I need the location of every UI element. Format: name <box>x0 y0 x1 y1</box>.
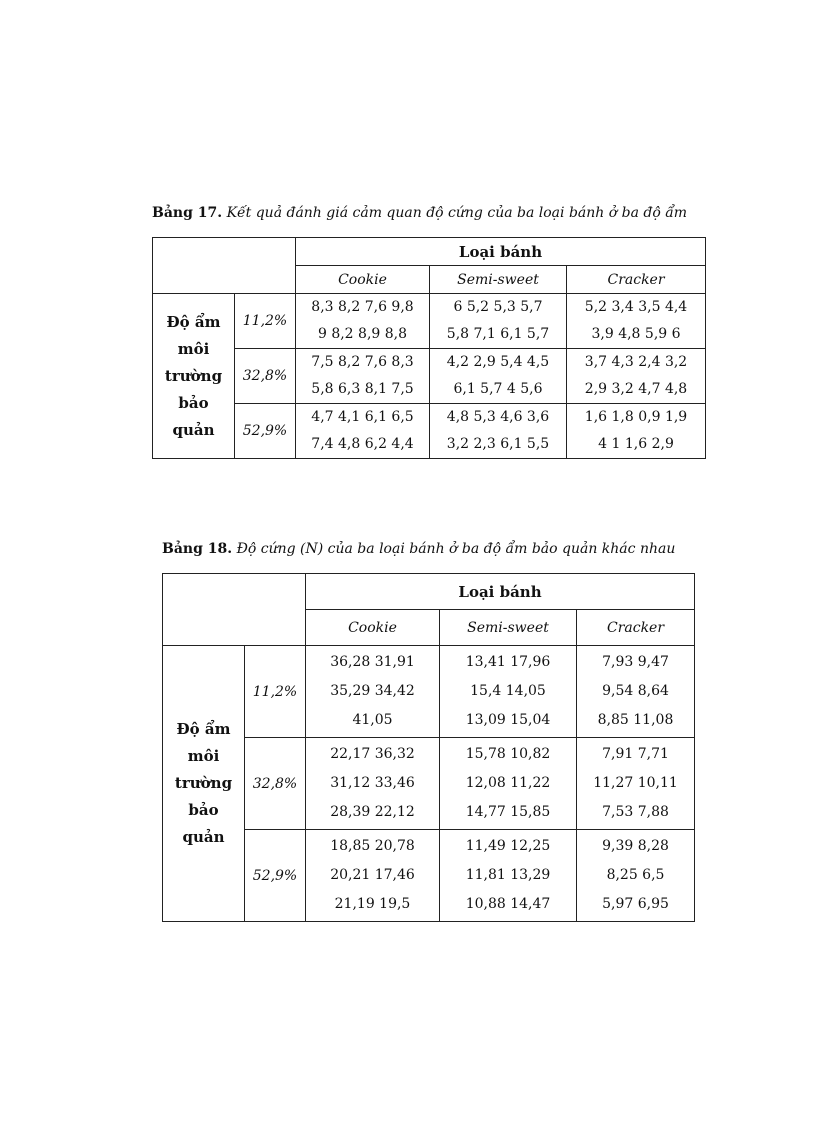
cell-line: 7,93 9,47 <box>602 654 669 670</box>
cell-line: 7,91 7,71 <box>602 746 669 762</box>
cell-line: 11,81 13,29 <box>465 867 551 883</box>
cell-line: 7,4 4,8 6,2 4,4 <box>311 436 414 452</box>
cell-line: 8,3 8,2 7,6 9,8 <box>311 299 414 315</box>
table17-col-semisweet: Semi-sweet <box>430 266 567 294</box>
cell-line: 28,39 22,12 <box>330 804 415 820</box>
table18-cell <box>440 830 577 922</box>
table18 <box>162 573 695 922</box>
table17-caption-label: Bảng 17. <box>152 205 223 221</box>
cell-line: 4,2 2,9 5,4 4,5 <box>446 354 550 370</box>
table17-caption-text: Kết quả đánh giá cảm quan độ cứng của ba loại bánh ở ba độ ẩm <box>226 205 688 221</box>
table18-cell <box>440 738 577 830</box>
table17-header: Loại bánh <box>296 238 706 266</box>
cell-line: 5,2 3,4 3,5 4,4 <box>584 299 688 315</box>
cell-line: 9 8,2 8,9 8,8 <box>317 326 408 342</box>
table18-cell <box>440 646 577 738</box>
table17-cell <box>296 349 430 404</box>
cell-line: 35,29 34,42 <box>330 683 415 699</box>
table17-col-cookie: Cookie <box>296 266 430 294</box>
table18-cell <box>577 738 695 830</box>
cell-line: 11,49 12,25 <box>465 838 551 854</box>
table18-col-semisweet: Semi-sweet <box>440 610 577 646</box>
table18-caption-text: Độ cứng (N) của ba loại bánh ở ba độ ẩm bảo quản khác nhau <box>236 541 676 557</box>
cell-line: 31,12 33,46 <box>330 775 415 791</box>
table18-row-header-line: môi <box>187 747 220 765</box>
table18-caption-label: Bảng 18. <box>162 541 233 557</box>
cell-line: 41,05 <box>352 712 393 728</box>
table17-cell <box>567 294 706 349</box>
cell-line: 5,97 6,95 <box>602 896 669 912</box>
table17-caption <box>152 205 687 221</box>
cell-line: 6 5,2 5,3 5,7 <box>453 299 543 315</box>
table18-row-header-line: Độ ẩm <box>176 720 231 738</box>
table17-row-header-line: quản <box>172 420 215 439</box>
table18-humidity: 11,2% <box>245 646 306 738</box>
table17-row-header-line: trường <box>164 366 223 385</box>
table18-humidity: 52,9% <box>245 830 306 922</box>
cell-line: 13,41 17,96 <box>465 654 551 670</box>
table18-row-header-line: trường <box>174 774 233 792</box>
cell-line: 8,25 6,5 <box>606 867 665 883</box>
cell-line: 3,2 2,3 6,1 5,5 <box>446 436 550 452</box>
cell-line: 12,08 11,22 <box>465 775 551 791</box>
table18-col-cookie: Cookie <box>306 610 440 646</box>
table17-cell <box>296 404 430 459</box>
table17-humidity: 32,8% <box>235 349 296 404</box>
cell-line: 22,17 36,32 <box>330 746 415 762</box>
cell-line: 36,28 31,91 <box>330 654 415 670</box>
table18-corner <box>163 574 306 646</box>
cell-line: 2,9 3,2 4,7 4,8 <box>584 381 688 397</box>
table17-humidity: 11,2% <box>235 294 296 349</box>
table18-row-header <box>163 646 245 922</box>
cell-line: 1,6 1,8 0,9 1,9 <box>584 409 688 425</box>
cell-line: 4 1 1,6 2,9 <box>598 436 674 452</box>
table17-corner <box>153 238 296 294</box>
table18-cell <box>577 830 695 922</box>
table18-col-cracker: Cracker <box>577 610 695 646</box>
table17-cell <box>430 294 567 349</box>
cell-line: 5,8 7,1 6,1 5,7 <box>446 326 550 342</box>
table18-row-header-line: bảo <box>188 801 219 819</box>
cell-line: 4,8 5,3 4,6 3,6 <box>446 409 550 425</box>
cell-line: 15,78 10,82 <box>465 746 551 762</box>
cell-line: 15,4 14,05 <box>470 683 546 699</box>
cell-line: 21,19 19,5 <box>334 896 411 912</box>
cell-line: 10,88 14,47 <box>465 896 551 912</box>
table18-row-header-line: quản <box>182 828 225 846</box>
table18-cell <box>306 830 440 922</box>
table17-row-header-line: bảo <box>178 393 209 412</box>
table17-row-header-line: Độ ẩm <box>166 312 221 331</box>
table18-humidity: 32,8% <box>245 738 306 830</box>
cell-line: 13,09 15,04 <box>465 712 551 728</box>
cell-line: 3,9 4,8 5,9 6 <box>591 326 681 342</box>
cell-line: 8,85 11,08 <box>597 712 674 728</box>
table17-cell <box>567 349 706 404</box>
table17-row-header-line: môi <box>177 339 210 358</box>
cell-line: 14,77 15,85 <box>465 804 551 820</box>
cell-line: 6,1 5,7 4 5,6 <box>453 381 543 397</box>
cell-line: 11,27 10,11 <box>593 775 678 791</box>
cell-line: 20,21 17,46 <box>330 867 415 883</box>
cell-line: 5,8 6,3 8,1 7,5 <box>311 381 414 397</box>
table17-cell <box>567 404 706 459</box>
cell-line: 3,7 4,3 2,4 3,2 <box>584 354 688 370</box>
table17-cell <box>296 294 430 349</box>
table17-col-cracker: Cracker <box>567 266 706 294</box>
cell-line: 7,53 7,88 <box>602 804 669 820</box>
cell-line: 7,5 8,2 7,6 8,3 <box>311 354 414 370</box>
table17-row-header <box>153 294 235 459</box>
table18-cell <box>577 646 695 738</box>
cell-line: 9,39 8,28 <box>602 838 669 854</box>
table17 <box>152 237 706 459</box>
table18-cell <box>306 646 440 738</box>
table17-humidity: 52,9% <box>235 404 296 459</box>
table18-header: Loại bánh <box>306 574 695 610</box>
table18-cell <box>306 738 440 830</box>
table18-caption <box>162 541 675 557</box>
cell-line: 4,7 4,1 6,1 6,5 <box>311 409 414 425</box>
cell-line: 9,54 8,64 <box>602 683 669 699</box>
cell-line: 18,85 20,78 <box>330 838 415 854</box>
table17-cell <box>430 349 567 404</box>
table17-cell <box>430 404 567 459</box>
